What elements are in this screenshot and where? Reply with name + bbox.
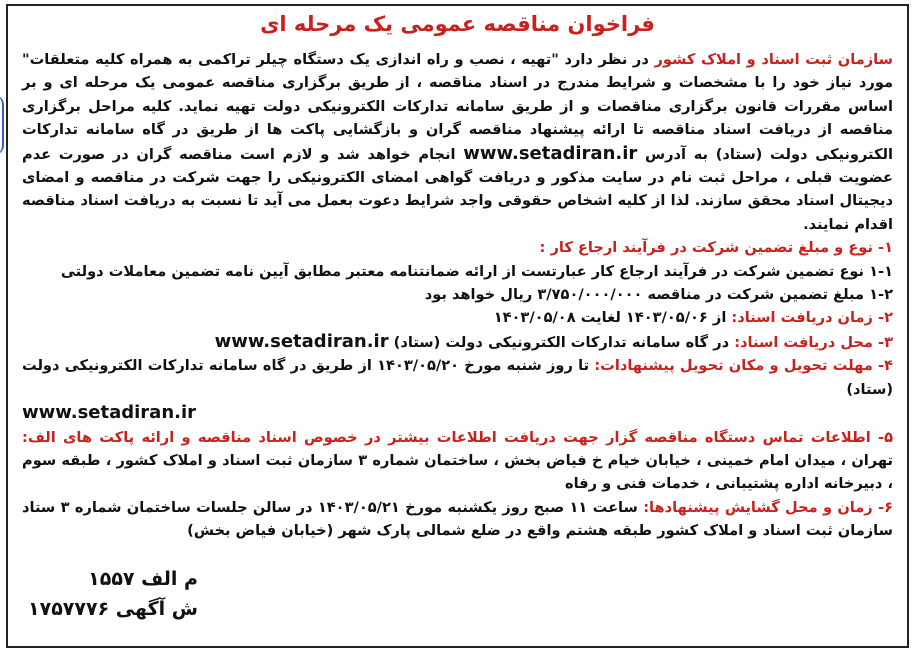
section-4 (22, 354, 893, 401)
margin-pen-mark (0, 95, 4, 155)
section-3-text: در گاه سامانه تدارکات الکترونیکی دولت (ستاد) (388, 333, 735, 351)
section-2 (22, 306, 893, 329)
section-6-heading: ۶- زمان و محل گشایش پیشنهادها: (643, 498, 893, 516)
section-1-item-1: ۱-۱ نوع تضمین شرکت در فرآیند ارجاع کار عبارتست از ارائه ضمانتنامه معتبر مطابق آیین نامه تضمین معاملات دولتی (60, 262, 893, 280)
code-line-2: ش آگهی ۱۷۵۷۷۷۶ (28, 598, 198, 620)
section-3 (22, 330, 893, 354)
ad-codes (28, 564, 198, 624)
section-5-text: تهران ، میدان امام خمینی ، خیابان خیام خ فیاض بخش ، ساختمان شماره ۳ سازمان ثبت اسناد و املاک کشور ، طبقه سوم ، دبیرخانه اداره پشتیبانی ، خدمات فنی و رفاه (22, 451, 894, 493)
section-4-heading: ۴- مهلت تحویل و مکان تحویل پیشنهادات: (594, 357, 894, 375)
section-1-heading: ۱- نوع و مبلغ تضمین شرکت در فرآیند ارجاع کار : (539, 239, 893, 257)
page-title: فراخوان مناقصه عمومی یک مرحله ای (260, 12, 655, 36)
intro-paragraph (22, 48, 893, 236)
section-5-heading: ۵- اطلاعات تماس دستگاه مناقصه گزار جهت دریافت اطلاعات بیشتر در خصوص اسناد مناقصه و ارائه پاکت های الف: (22, 428, 893, 446)
section-2-text: از ۱۴۰۳/۰۵/۰۶ لغایت ۱۴۰۳/۰۵/۰۸ (493, 309, 732, 327)
section-4-url-line (22, 401, 893, 425)
intro-text: در نظر دارد "تهیه ، نصب و راه اندازی یک دستگاه چیلر تراکمی به همراه کلیه متعلقات" مورد نیاز خود را با مشخصات و شرایط مندرج در اسناد مناقصه ، از طریق برگزاری مناقصه عمومی یک مرحله ای و بر اساس مقررات قانون برگزاری مناقصات و از طریق سامانه تدارکات الکترونیکی دولت تهیه نماید. کلیه مراحل برگزاری مناقصه از دریافت اسناد مناقصه تا ارائه پیشنهاد مناقصه گران و بازگشایی پاکت ها از طریق در گاه سامانه تدارکات الکترونیکی دولت (ستاد) به آدرس (22, 51, 893, 163)
section-3-url-link[interactable]: www.setadiran.ir (214, 330, 389, 352)
section-6 (22, 496, 893, 543)
notice-body (22, 48, 893, 543)
section-1-item-2: ۱-۲ مبلغ تضمین شرکت در مناقصه ۳/۷۵۰/۰۰۰/۰۰۰ ریال خواهد بود (424, 286, 893, 304)
setad-url-link[interactable]: www.setadiran.ir (463, 142, 638, 164)
section-4-url-link[interactable]: www.setadiran.ir (22, 402, 197, 424)
section-6-text: ساعت ۱۱ صبح روز یکشنبه مورخ ۱۴۰۳/۰۵/۲۱ در سالن جلسات ساختمان شماره ۳ ستاد سازمان ثبت اسناد و املاک کشور طبقه هشتم واقع در ضلع شمالی پارک شهر (خیابان فیاض بخش) (22, 498, 893, 540)
organization-name: سازمان ثبت اسناد و املاک کشور (654, 51, 893, 68)
intro-text-2: انجام خواهد شد و لازم است مناقصه گران در صورت عدم عضویت قبلی ، مراحل ثبت نام در سایت مذکور و دریافت گواهی امضای الکترونیکی را جهت شرکت در مناقصه و امضای دیجیتال اسناد محقق سازند. لذا از کلیه اشخاص حقوقی واجد شرایط دعوت بعمل می آید تا نسبت به دریافت اسناد مناقصه اقدام نمایند. (22, 145, 893, 233)
section-5 (22, 426, 893, 496)
section-3-heading: ۳- محل دریافت اسناد: (734, 333, 893, 351)
section-4-text: تا روز شنبه مورخ ۱۴۰۳/۰۵/۲۰ از طریق در گاه سامانه تدارکات الکترونیکی دولت (ستاد) (22, 357, 893, 398)
code-line-1: م الف ۱۵۵۷ (88, 568, 198, 590)
tender-notice (6, 4, 909, 648)
section-2-heading: ۲- زمان دریافت اسناد: (731, 309, 893, 327)
